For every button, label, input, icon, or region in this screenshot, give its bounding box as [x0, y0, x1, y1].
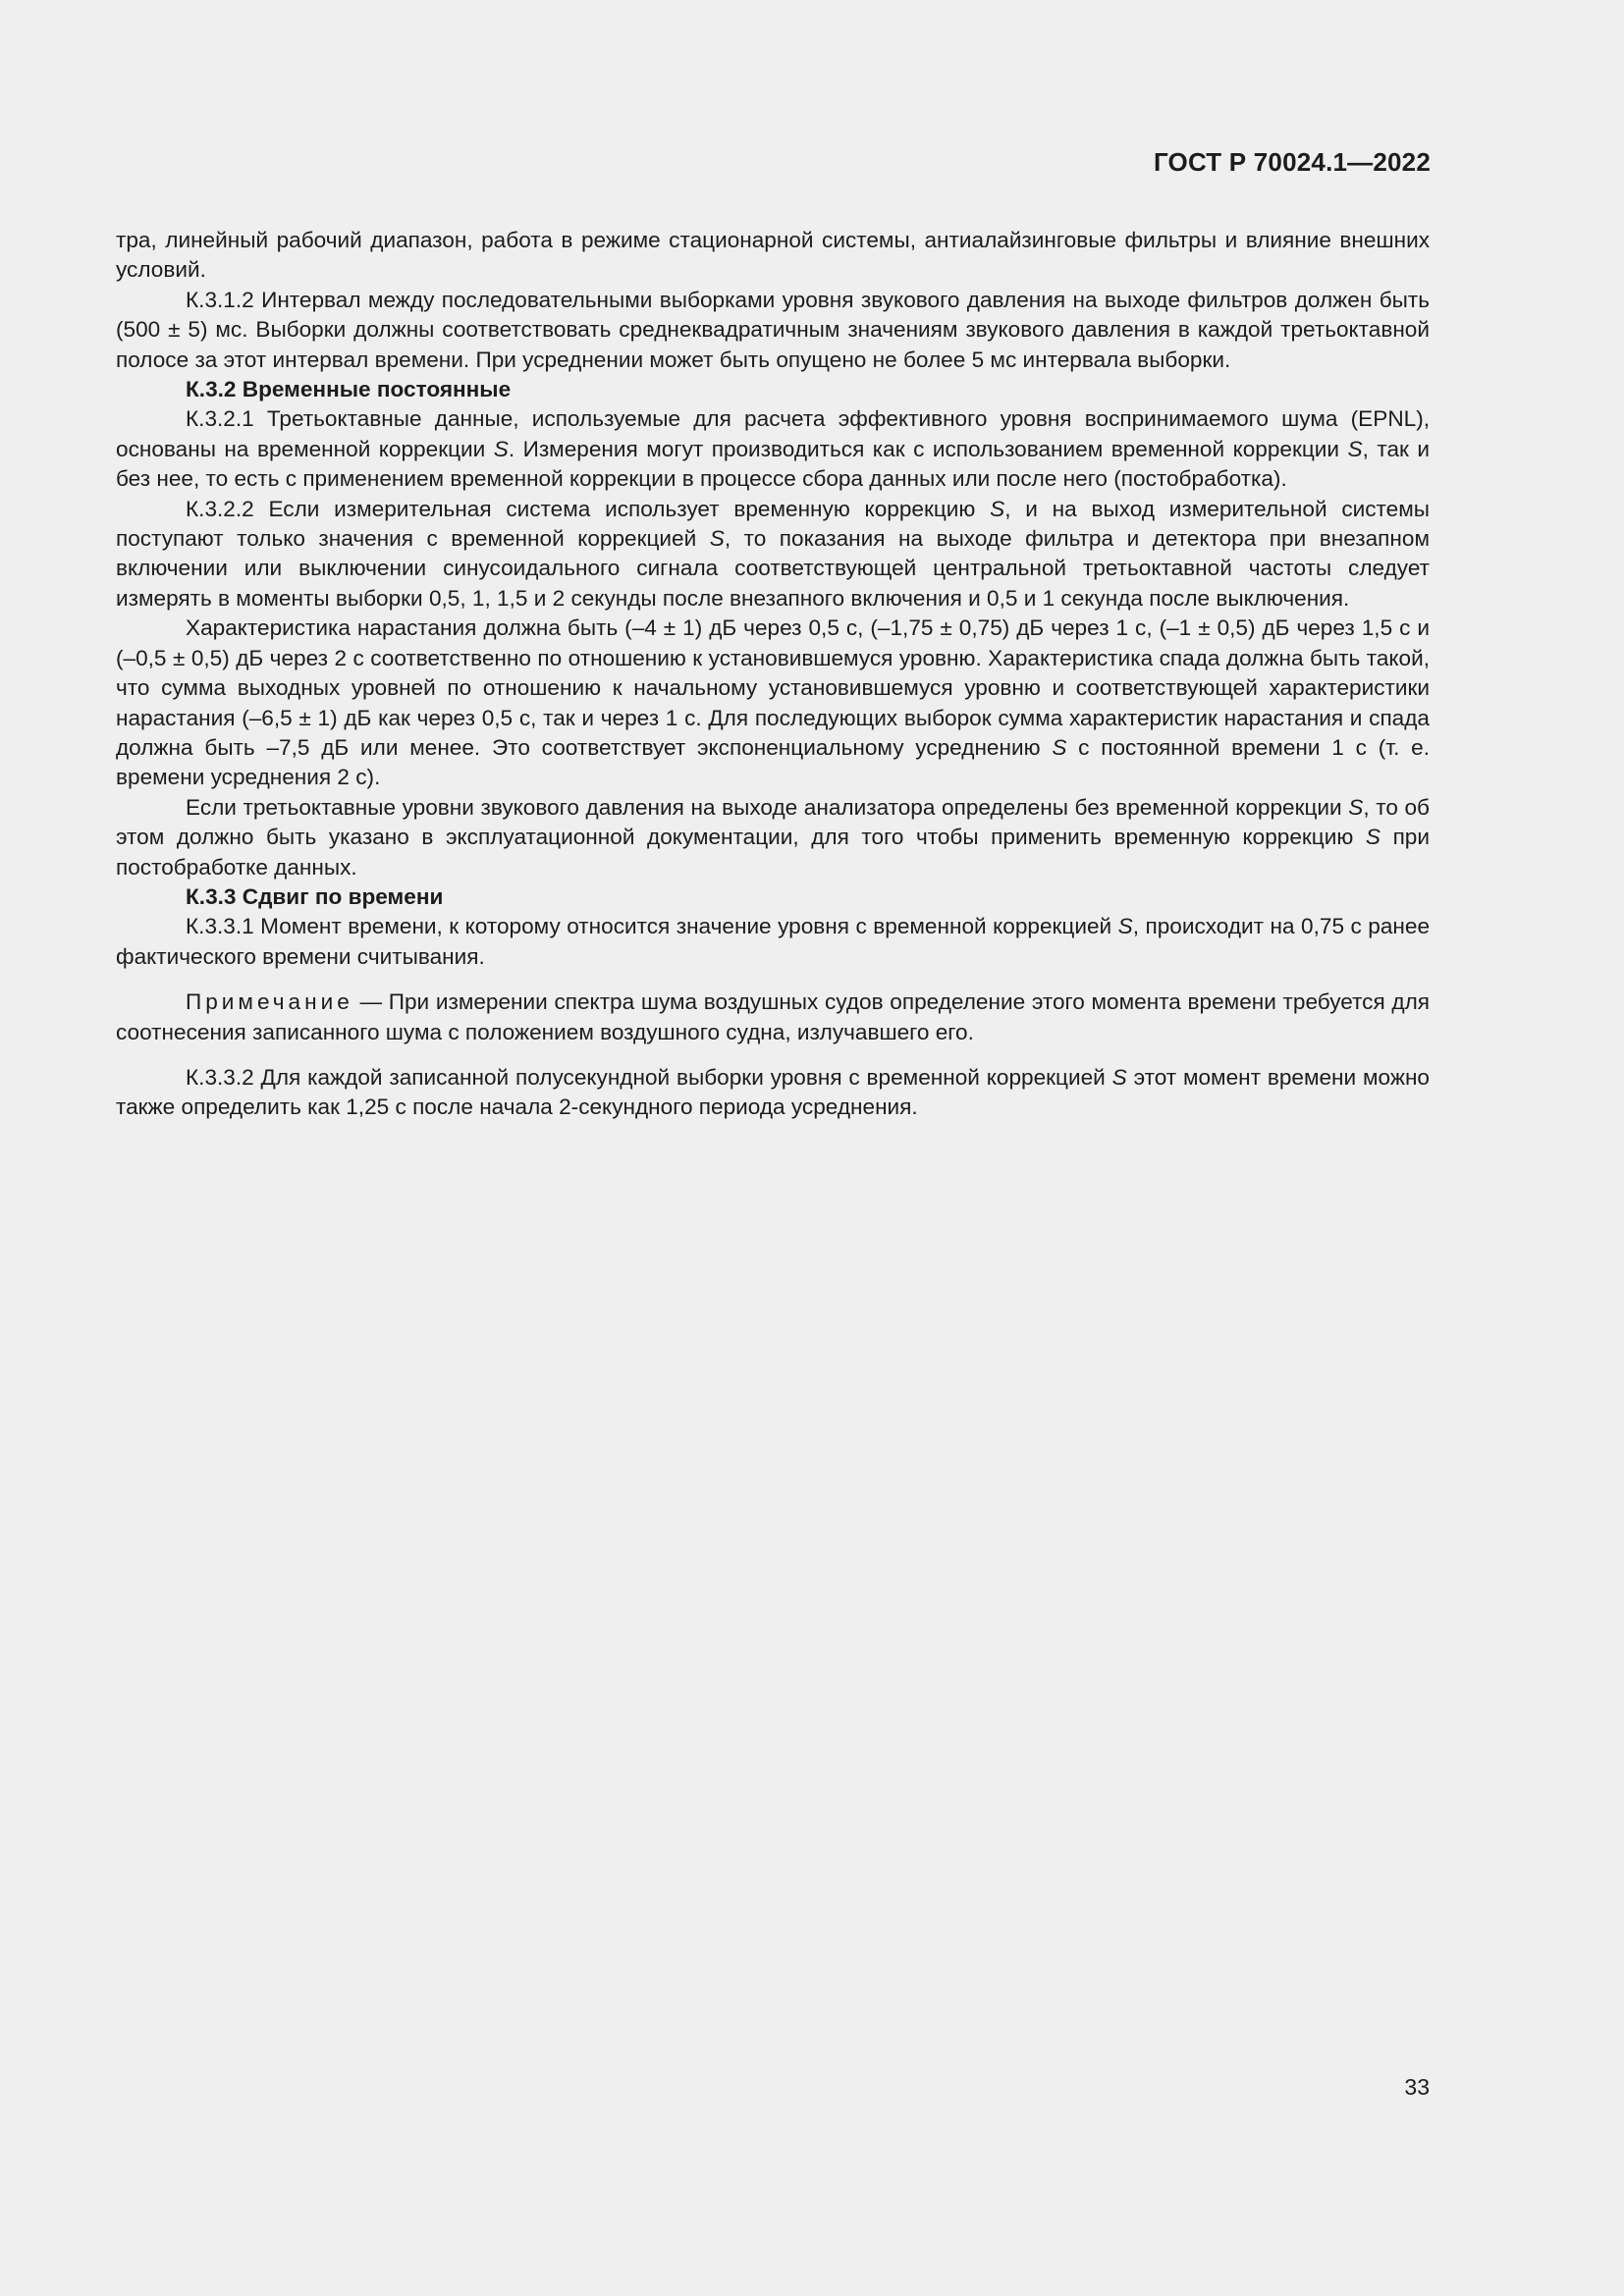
symbol-s: S [1365, 825, 1380, 850]
paragraph-text: Характеристика нарастания должна быть (–4 ± 1) дБ через 0,5 с, (–1,75 ± 0,75) дБ через 1 с, (–1 ± 0,5) дБ через 1,5 с и (–0,5 ± 0,5) дБ через 2 с соответственно по отношению к установившемуся уровню. Характеристика спада должна быть такой, что сумма выходных уровней по отношению к начальному установившемуся уровню и соответствующей характеристики нарастания (–6,5 ± 1) дБ как через 0,5 с, так и через 1 с. Для последующих выборок сумма характеристик нарастания и спада должна быть –7,5 дБ или менее. Это соответствует экспоненциальному усреднению [116, 615, 1430, 760]
paragraph-text: тра, линейный рабочий диапазон, работа в режиме стационарной системы, антиалайзинговые фильтры и влияние внешних условий. [116, 228, 1430, 283]
document-body [116, 226, 1430, 1123]
paragraph-k3-2-2 [116, 495, 1430, 614]
paragraph-rise-characteristic [116, 614, 1430, 792]
symbol-s: S [1347, 436, 1363, 461]
symbol-s: S [1348, 794, 1364, 820]
paragraph-text: К.3.3.2 Для каждой записанной полусекундной выборки уровня с временной коррекцией [186, 1064, 1112, 1090]
paragraph-text: К.3.2.1 Третьоктавные данные, используемые для расчета эффективного уровня воспринимаемого шума (EPNL), основаны на временной коррекции [116, 406, 1430, 461]
symbol-s: S [709, 526, 725, 552]
paragraph-text: при постобработке данных. [116, 825, 1430, 880]
paragraph-text: , то показания на выходе фильтра и детектора при внезапном включении или выключении синусоидального сигнала соответствующей центральной третьоктавной частоты следует измерять в моменты выборки 0,5, 1, 1,5 и 2 секунды после внезапного включения и 0,5 и 1 секунда после выключения. [116, 526, 1430, 611]
symbol-s: S [990, 496, 1005, 521]
paragraph-k3-2-1 [116, 404, 1430, 494]
section-heading-k3-3: К.3.3 Сдвиг по времени [186, 883, 444, 909]
paragraph-text: с постоянной времени 1 с (т. е. времени усреднения 2 с). [116, 734, 1430, 790]
symbol-s: S [1111, 1064, 1127, 1090]
note-paragraph [116, 988, 1430, 1047]
paragraph-text: К.3.3.1 Момент времени, к которому относится значение уровня с временной коррекцией [186, 914, 1118, 939]
paragraph-k3-1-2 [116, 286, 1430, 375]
paragraph-text: . Измерения могут производиться как с использованием временной коррекции [508, 436, 1348, 461]
paragraph-text: К.3.2.2 Если измерительная система использует временную коррекцию [186, 496, 991, 521]
paragraph-text: , и на выход измерительной системы поступают только значения с временной коррекцией [116, 496, 1430, 552]
section-heading-k3-2: К.3.2 Временные постоянные [186, 377, 512, 402]
paragraph-text: К.3.1.2 Интервал между последовательными выборками уровня звукового давления на выходе фильтров должен быть (500 ± 5) мс. Выборки должны соответствовать среднеквадратичным значениям звукового давления в каждой третьоктавной полосе за этот интервал времени. При усреднении может быть опущено не более 5 мс интервала выборки. [116, 287, 1430, 372]
paragraph-k3-3-1 [116, 912, 1430, 972]
paragraph-no-correction [116, 793, 1430, 882]
symbol-s: S [1117, 914, 1133, 939]
paragraph-text: Если третьоктавные уровни звукового давления на выходе анализатора определены без временной коррекции [186, 794, 1349, 820]
paragraph-text: , так и без нее, то есть с применением временной коррекции в процессе сбора данных или после него (постобработка). [116, 436, 1430, 492]
paragraph-text: , то об этом должно быть указано в эксплуатационной документации, для того чтобы применить временную коррекцию [116, 794, 1430, 850]
note-label: Примечание [186, 989, 353, 1015]
symbol-s: S [1052, 734, 1067, 760]
paragraph-k3-3-2 [116, 1063, 1430, 1123]
note-text: — При измерении спектра шума воздушных судов определение этого момента времени требуется для соотнесения записанного шума с положением воздушного судна, излучавшего его. [116, 989, 1430, 1044]
paragraph-text: , происходит на 0,75 с ранее фактического времени считывания. [116, 914, 1431, 969]
paragraph-continuation [116, 226, 1430, 286]
symbol-s: S [493, 436, 509, 461]
document-header: ГОСТ Р 70024.1—2022 [1153, 147, 1431, 177]
page-number: 33 [1404, 2074, 1430, 2100]
paragraph-text: этот момент времени можно также определить как 1,25 с после начала 2-секундного периода усреднения. [116, 1064, 1430, 1120]
